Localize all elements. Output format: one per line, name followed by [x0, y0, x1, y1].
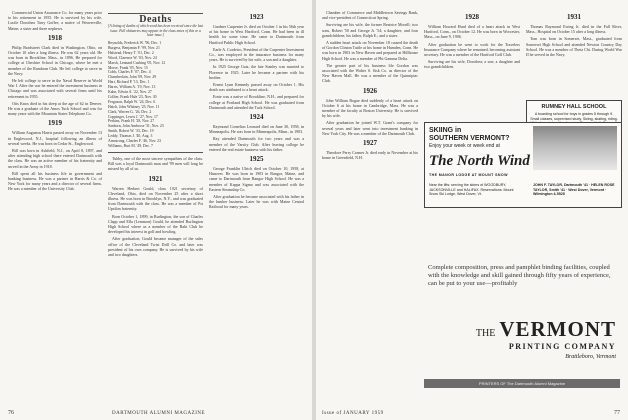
- death-entry: Williams, Burt M. '49, Dec. 7: [108, 144, 153, 149]
- obituary-paragraph: Surviving are his wife, the former Beatrice Morrill; two sons, Robert '50 and George Jr. '54; a daughter; and four grandchildren; his father, Ralph E.; and a sister.: [322, 22, 418, 38]
- ski-ad-line3: Enjoy your week or week end at: [429, 143, 500, 149]
- death-entry: Perkins, Frank H. '28, Nov. 27: [108, 119, 155, 124]
- death-entry: Leddy, Thomas J. '40, Aug. 3: [108, 134, 153, 139]
- obituary-paragraph: Ernie was a native of Brookline, N.H., and prepared for college at Portland High School. He was graduated from Dartmouth and attended the Tuck School.: [209, 94, 304, 110]
- death-entry: Collier, Frank Hale '23, Nov. 30: [108, 94, 157, 99]
- left-page: [0, 0, 312, 420]
- obituary-paragraph: The greater part of his business life Gordon was associated with the Walter S. Sisk Co. as director of the New Haven Mall. He was a member of the Quinnipiac Club.: [322, 62, 418, 84]
- death-entry: Halstead, Henry T. '01, Dec. 2: [108, 50, 154, 55]
- obituary-paragraph: William Augustus Harris passed away on November 13 in Englewood, N.J., hospital following an illness of several weeks. He was born in Cedar St., Englewood.: [8, 130, 102, 146]
- obituary-paragraph: Ray attended Dartmouth for two years and was a member of the Varsity Club. After leaving college he entered the real estate business with his father.: [209, 136, 304, 152]
- obituary-paragraph: Theodore Perry Cramer Jr. died early in November at his home in Greenfield, N.H.: [322, 150, 418, 161]
- death-entry: Wood, Clarence W. '03, Nov. 24: [108, 55, 157, 60]
- class-year-heading: 1918: [48, 33, 62, 42]
- north-wind-ad: [424, 122, 622, 208]
- obituary-paragraph: George Franklin Ulrich died on October 10, 1958, at Hanover. He was born in 1903 in Bangor, Maine, and came to Dartmouth from Bangor High School. He was a member of Kappa Sigma and was associated with the Eastern Steamship Co.: [209, 166, 304, 192]
- death-entry: Hatch, John Whitney '25, Nov. 11: [108, 104, 160, 109]
- right-page: [316, 0, 628, 420]
- obituary-paragraph: Warren Herbert Gould, class 1921 secretary of Cleveland, Ohio, died on November 25 after a short illness. He was born in Brooklyn, N.Y., and was graduated from Dartmouth with the class. He was a member of Psi Upsilon fraternity.: [108, 185, 203, 212]
- class-year-heading: 1928: [465, 13, 479, 21]
- ski-ad-tagline: THE MANOR LODGE AT MOUNT SNOW: [429, 173, 508, 177]
- left-column-1: [8, 10, 102, 194]
- death-entry: Hart, Richard P. '13, Dec. 1: [108, 80, 150, 85]
- death-entry: Sanborn, John Ambrose '31, Nov. 23: [108, 124, 164, 129]
- obituary-paragraph: Tubby, one of the most sincere sympathies of the class. Bill was a loyal Dartmouth man and '99 men will long be missed by all of us.: [108, 155, 203, 172]
- obituary-paragraph: William Howard Hurd died of a heart attack in West Hartford, Conn., on October 12. He was born in Worcester, Mass., on June 9, 1906.: [424, 24, 520, 40]
- obituary-paragraph: Surviving are his wife, Dorothea; a son; a daughter and two grandchildren.: [424, 59, 520, 70]
- death-entry: Cobb, Charles F. '07, Dec. 4: [108, 70, 151, 75]
- deaths-note: [A listing of deaths of which word has been received since the last issue. Full obituaries may appear in the class notes of this or a later issue.]: [108, 24, 203, 38]
- death-entry: Armstrong, Charles F. '46, Nov. 23: [108, 139, 161, 144]
- obituary-paragraph: Bill was born in Ashfield, N.J., on April 8, 1897, and after attending high school there entered Dartmouth with the class. He was an active member of his fraternity and served in the Army in 1918.: [8, 148, 102, 169]
- rumney-ad-title: RUMNEY HALL SCHOOL: [541, 104, 607, 110]
- left-column-3: [209, 10, 304, 212]
- ski-ad-contact: JOHN F. TAYLOR, Dartmouth '41 · HELEN ROSE TAYLOR, Smith '41 · West Dover, Vermont · Wilmington 4-5525: [533, 183, 615, 196]
- obituary-paragraph: Born October 1, 1899, in Burlington, the son of Charles Clapp and Ella (Lemmon) Gould, he attended Burlington High School where as a member of the Rabi Club he developed his interest in golf and bowling.: [108, 213, 203, 235]
- obituary-paragraph: John William Bogue died suddenly of a heart attack on October 6 at his home in Cambridge, Mass. He was a member of the faculty at Boston University. He is survived by his wife.: [322, 97, 418, 119]
- class-year-heading: 1927: [363, 139, 377, 148]
- class-year-heading: 1919: [48, 119, 62, 128]
- obituary-paragraph: Tom was born in Somerset, Mass., graduated from Somerset High School and attended Newton Country Day School. He was a member of Theta Chi. During World War II he served in the Navy.: [526, 36, 622, 58]
- obituary-paragraph: After graduation he went to work for the Travelers Insurance Company where he remained, becoming assistant secretary. He was a member of the Hartford Golf Club.: [424, 41, 520, 58]
- left-column-2: [108, 10, 203, 259]
- death-entry: Ferguson, Ralph W. '24, Dec. 6: [108, 99, 156, 104]
- obituary-paragraph: Philip Bradstreet Clark died in Washington, Ohio, on October 10 after a long illness. He was 62 years old. He was born in Brookline, Mass., in 1896, He prepared for college at Cheshire School in Chicago, where he met a member of the Ramhorn Club. He left college to serve in the Navy.: [8, 44, 102, 76]
- death-entry: Harris, William A. '19, Nov. 13: [108, 85, 156, 90]
- obituary-paragraph: Bill spent all his business life in government and banking business. He was a partner in Harris & Co. of New York for many years and a director of several firms. He was a member of the University Club.: [8, 170, 102, 192]
- rumney-ad-text: A boarding school for boys in grades 5 through 9. Small classes, supervised study. Skiing, skating, riding.: [530, 112, 618, 121]
- death-entry: Morse, Frank '05, Nov. 15: [108, 65, 148, 70]
- page-footer: Issue of JANUARY 1959: [322, 411, 384, 416]
- death-entry: Kahn, Edwin A. '22, Nov. 27: [108, 90, 152, 95]
- vermont-ad-city: Brattleboro, Vermont: [565, 354, 616, 360]
- death-entry: Marsh, Lennard Cushing '05, Nov. 12: [108, 60, 166, 65]
- ski-ad-line2: SOUTHERN VERMONT?: [429, 135, 510, 142]
- vermont-ad-headline: Complete composition, press and pamphlet binding facilities, coupled with the knowledge and skill gained through fifty years of experience, can be put to your use—profitably: [428, 264, 611, 287]
- class-year-heading: 1925: [249, 155, 264, 164]
- obituary-paragraph: Gardner Carpenter Jr. died on October 1 in his 56th year at his home in West Hartford, Conn. He had been in ill health for some time. He came to Dartmouth from Hartford Public High School.: [209, 24, 304, 45]
- ski-ad-line1: SKIING in: [429, 127, 462, 134]
- class-year-heading: 1931: [567, 13, 581, 21]
- deaths-title: Deaths: [139, 14, 172, 25]
- obituary-paragraph: Earle A. Cordeiro, President of the Carpenter Investment Co., was employed in the insurance business for many years. He is survived by his wife, a son and a daughter.: [209, 46, 304, 63]
- page-number: 76: [8, 410, 14, 416]
- vermont-ad-sub: PRINTING COMPANY: [508, 342, 616, 351]
- right-column-2: [424, 10, 520, 122]
- death-entry: Smith, Robert W. '33, Dec. 19: [108, 129, 154, 134]
- page-footer: DARTMOUTH ALUMNI MAGAZINE: [112, 411, 206, 416]
- class-year-heading: 1924: [249, 113, 264, 122]
- death-entry: Chamberlain, John '09, Nov. 29: [108, 75, 156, 80]
- obituary-paragraph: Raymond Cornelius Leonard died on June 30, 1958, in Minneapolis. He was born in Minneapolis, Minn., in 1903.: [209, 124, 304, 135]
- death-entry: Coppinger, Lewis J. '27, Nov. 17: [108, 114, 158, 119]
- page-number: 77: [614, 410, 620, 416]
- death-entry: Reynolds, Frederick W. '96, Dec. 1: [108, 40, 162, 45]
- divider: [108, 152, 203, 153]
- class-year-heading: 1921: [148, 174, 163, 183]
- right-column-1: [322, 10, 418, 410]
- ski-ad-details: Near the lifts; serving the skiers of WOODBURY, JACKSONVILLE and HALIFAX. Reservations: Mount Snow Ski Lodge, West Dover, Vt.: [429, 183, 514, 196]
- obituary-paragraph: Otis Knox died in his sleep at the age of 62 in Denver. He was a graduate of the Amos Tuck School and was for many years with the Mountain States Telephone Co.: [8, 100, 102, 117]
- obituary-paragraph: In 1925 George Gatz, the late Stanley was married to Florence in 1925. Later he became a partner with his brother.: [209, 64, 304, 80]
- lead-paragraph: Commercial Union Assurance Co. for many years prior to his retirement in 1955. He is survived by his wife, Lucile Dorothea Tarry Goffee, a native of Weaverville, Maine, a sister and three nephews.: [8, 10, 102, 31]
- obituary-paragraph: Ernest Lynn Kennedy passed away on October 1. His death was attributed to a heart attack.: [209, 82, 304, 93]
- obituary-paragraph: After graduation he joined W.T. Grant's company for several years and later went into investment banking in New York City. He was a member of the Dartmouth Club.: [322, 120, 418, 136]
- vermont-printing-ad: [424, 260, 620, 400]
- class-year-heading: 1926: [363, 86, 377, 95]
- class-year-heading: 1923: [249, 13, 264, 21]
- obituary-paragraph: Chamber of Commerce and Middletown Savings Bank, and vice-president of Connecticut Spring.: [322, 10, 418, 21]
- vermont-ad-bar: PRINTERS OF The Dartmouth Alumni Magazine: [424, 379, 620, 388]
- vermont-ad-name: VERMONT: [499, 317, 616, 341]
- obituary-paragraph: After graduation, Gould became manager of the sales office of the Cleveland Twist Drill Co. and later was president of his own company. He is survived by his wife and two daughters.: [108, 236, 203, 257]
- north-wind-logo: The North Wind: [429, 153, 530, 169]
- obituary-paragraph: He left college to serve in the Naval Reserve in World War I. After the war he entered the investment business in Chicago and was associated with several firms until his retirement in 1955.: [8, 78, 102, 99]
- death-entry: Burgess, Benjamin F. '99, Nov. 21: [108, 45, 160, 50]
- obituary-paragraph: After graduation he became associated with his father in the lumber business. Later he was with Maine Central Railroad for many years.: [209, 194, 304, 210]
- obituary-paragraph: A sudden heart attack on November 18 caused the death of Gordon Clinton Tuttle at his home in Hamden, Conn. He was born in 1903 in New Haven and prepared at Hillhouse High School. He was a member of Phi Gamma Delta.: [322, 40, 418, 61]
- right-column-3: [526, 10, 622, 98]
- obituary-paragraph: Thomas Raymond Ewing Jr. died in the Fall River, Mass., Hospital on October 15 after a long illness.: [526, 24, 622, 35]
- deaths-list: [108, 41, 203, 149]
- vermont-ad-the: THE: [475, 328, 496, 339]
- death-entry: Clark, Warren G. '26, Dec. 2: [108, 109, 152, 114]
